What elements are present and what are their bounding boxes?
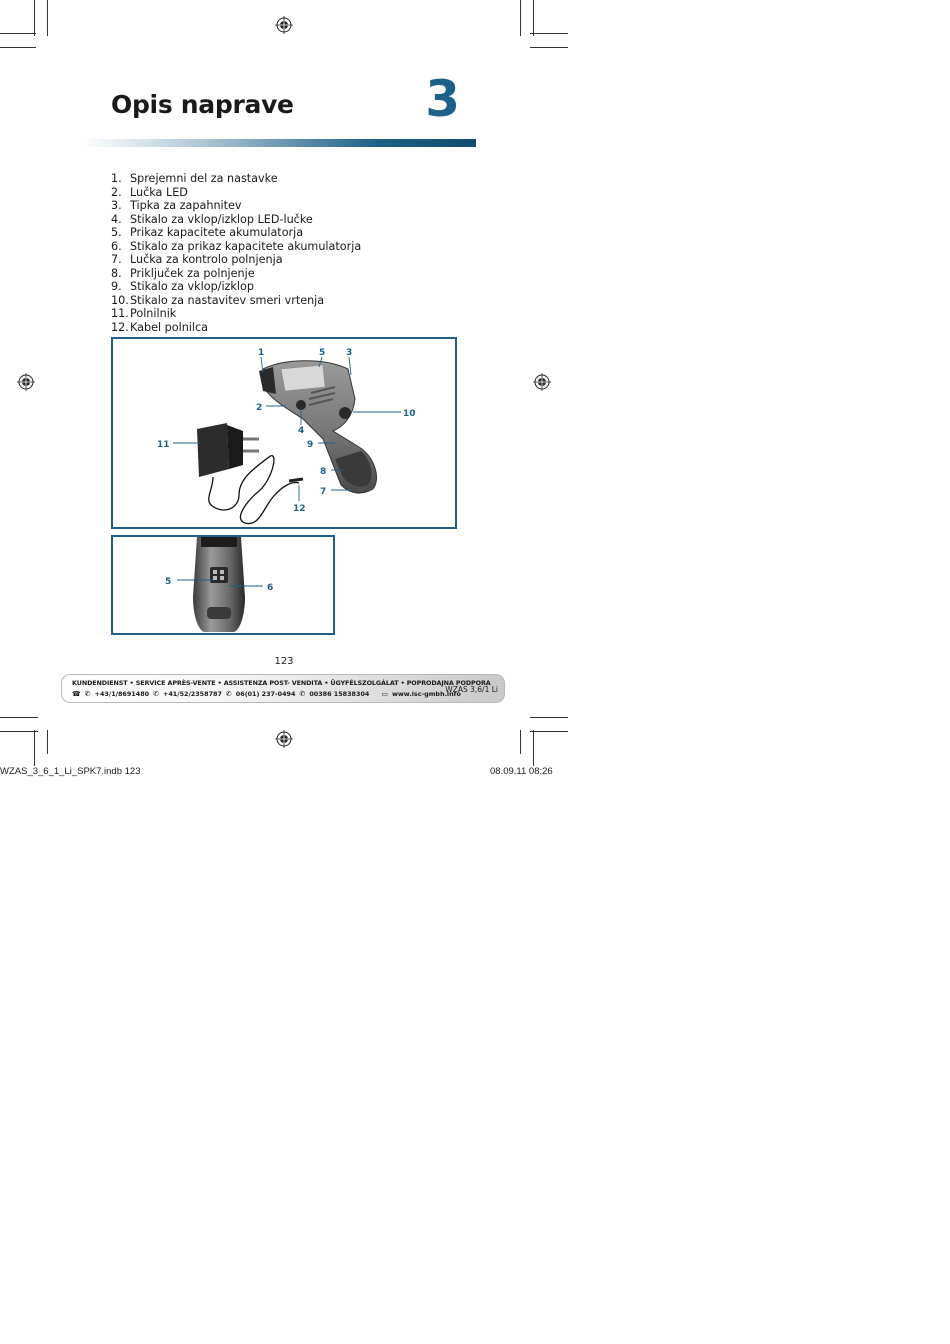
product-figure xyxy=(111,337,457,529)
phone-icon: ✆ xyxy=(84,690,91,698)
list-item xyxy=(111,213,361,227)
phone-switzerland: +41/52/2358787 xyxy=(162,690,222,698)
item-label: Stikalo za vklop/izklop LED-lučke xyxy=(130,212,313,226)
callout-4: 4 xyxy=(298,426,305,436)
registration-mark-icon xyxy=(275,730,293,748)
item-number: 5. xyxy=(111,226,122,239)
list-item xyxy=(111,226,361,240)
list-item xyxy=(111,240,361,254)
crop-mark xyxy=(520,0,521,36)
callout-5: 5 xyxy=(319,348,326,358)
list-item xyxy=(111,307,361,321)
item-number: 4. xyxy=(111,212,122,226)
callout-10: 10 xyxy=(403,409,416,419)
callout-7: 7 xyxy=(320,487,327,497)
item-label: Sprejemni del za nastavke xyxy=(130,172,278,185)
crop-mark xyxy=(34,0,35,36)
parts-list xyxy=(111,172,361,334)
list-item xyxy=(111,186,361,200)
registration-mark-icon xyxy=(275,16,293,34)
item-number: 6. xyxy=(111,239,122,253)
crop-mark xyxy=(47,730,48,754)
callout-8: 8 xyxy=(320,467,327,477)
callout-9: 9 xyxy=(307,440,314,450)
service-contacts xyxy=(72,690,461,698)
registration-mark-icon xyxy=(533,373,551,391)
phone-icon: ✆ xyxy=(153,690,159,698)
telephone-icon: ☎ xyxy=(72,690,81,698)
list-item xyxy=(111,253,361,267)
crop-mark xyxy=(520,730,521,754)
item-number: 7. xyxy=(111,253,122,266)
item-label: Lučka za kontrolo polnjenja xyxy=(130,253,283,266)
crop-mark xyxy=(0,47,36,48)
callout-1: 1 xyxy=(258,348,265,358)
list-item xyxy=(111,321,361,335)
crop-mark xyxy=(0,33,36,34)
callout-12: 12 xyxy=(293,504,306,514)
item-number: 1. xyxy=(111,172,122,185)
phone-icon: ✆ xyxy=(299,690,306,698)
computer-icon: ▭ xyxy=(381,690,388,698)
phone-slovenia: 00386 15838304 xyxy=(309,690,370,698)
item-label: Kabel polnilca xyxy=(130,320,209,334)
list-item xyxy=(111,267,361,281)
item-number: 2. xyxy=(111,185,122,199)
crop-mark xyxy=(34,730,35,766)
date-slug: 08.09.11 08:26 xyxy=(490,766,553,777)
item-number: 12. xyxy=(111,320,129,334)
callout-line xyxy=(349,357,351,375)
item-label: Stikalo za vklop/izklop xyxy=(130,280,254,293)
model-label: WZAS 3,6/1 Li xyxy=(445,685,498,694)
crop-mark xyxy=(530,33,568,34)
list-item xyxy=(111,294,361,308)
list-item xyxy=(111,280,361,294)
callout-11: 11 xyxy=(157,440,170,450)
item-number: 10. xyxy=(111,293,129,307)
callout-3: 3 xyxy=(346,348,353,358)
file-slug: WZAS_3_6_1_Li_SPK7.indb 123 xyxy=(0,766,141,777)
battery-indicator-illustration xyxy=(113,537,332,632)
item-label: Stikalo za nastavitev smeri vrtenja xyxy=(130,293,325,307)
service-contact-bar xyxy=(61,674,505,703)
crop-mark xyxy=(533,0,534,36)
crop-mark xyxy=(0,731,38,732)
detail-figure xyxy=(111,535,335,635)
website-link[interactable]: www.isc-gmbh.info xyxy=(391,690,461,698)
crop-mark xyxy=(47,0,48,36)
item-label: Tipka za zapahnitev xyxy=(130,199,242,212)
list-item xyxy=(111,199,361,213)
crop-mark xyxy=(530,731,568,732)
phone-hungary: 06(01) 237-0494 xyxy=(235,690,296,698)
item-label: Lučka LED xyxy=(130,185,188,199)
service-title: KUNDENDIENST • SERVICE APRÈS-VENTE • ASSISTENZA POST- VENDITA • ÜGYFÉLSZOLGÁLAT • POPRODAJNA PODPORA xyxy=(72,679,491,687)
item-label: Prikaz kapacitete akumulatorja xyxy=(130,226,304,239)
page-number: 123 xyxy=(274,656,294,667)
phone-icon: ✆ xyxy=(225,690,232,698)
chapter-number: 3 xyxy=(425,70,460,128)
callout-6: 6 xyxy=(267,583,274,593)
crop-mark xyxy=(533,730,534,766)
screwdriver-illustration xyxy=(113,339,454,526)
list-item xyxy=(111,172,361,186)
page-title: Opis naprave xyxy=(111,90,294,119)
title-gradient-bar xyxy=(82,139,476,147)
registration-mark-icon xyxy=(17,373,35,391)
callout-2: 2 xyxy=(256,403,263,413)
item-number: 11. xyxy=(111,307,129,320)
item-label: Priključek za polnjenje xyxy=(130,266,255,280)
item-number: 8. xyxy=(111,266,122,280)
callout-5: 5 xyxy=(165,577,172,587)
item-number: 9. xyxy=(111,280,122,293)
phone-austria: +43/1/8691480 xyxy=(94,690,150,698)
item-number: 3. xyxy=(111,199,122,212)
crop-mark xyxy=(530,47,568,48)
item-label: Stikalo za prikaz kapacitete akumulatorja xyxy=(130,239,362,253)
crop-mark xyxy=(0,717,38,718)
crop-mark xyxy=(530,717,568,718)
item-label: Polnilnik xyxy=(130,307,177,320)
